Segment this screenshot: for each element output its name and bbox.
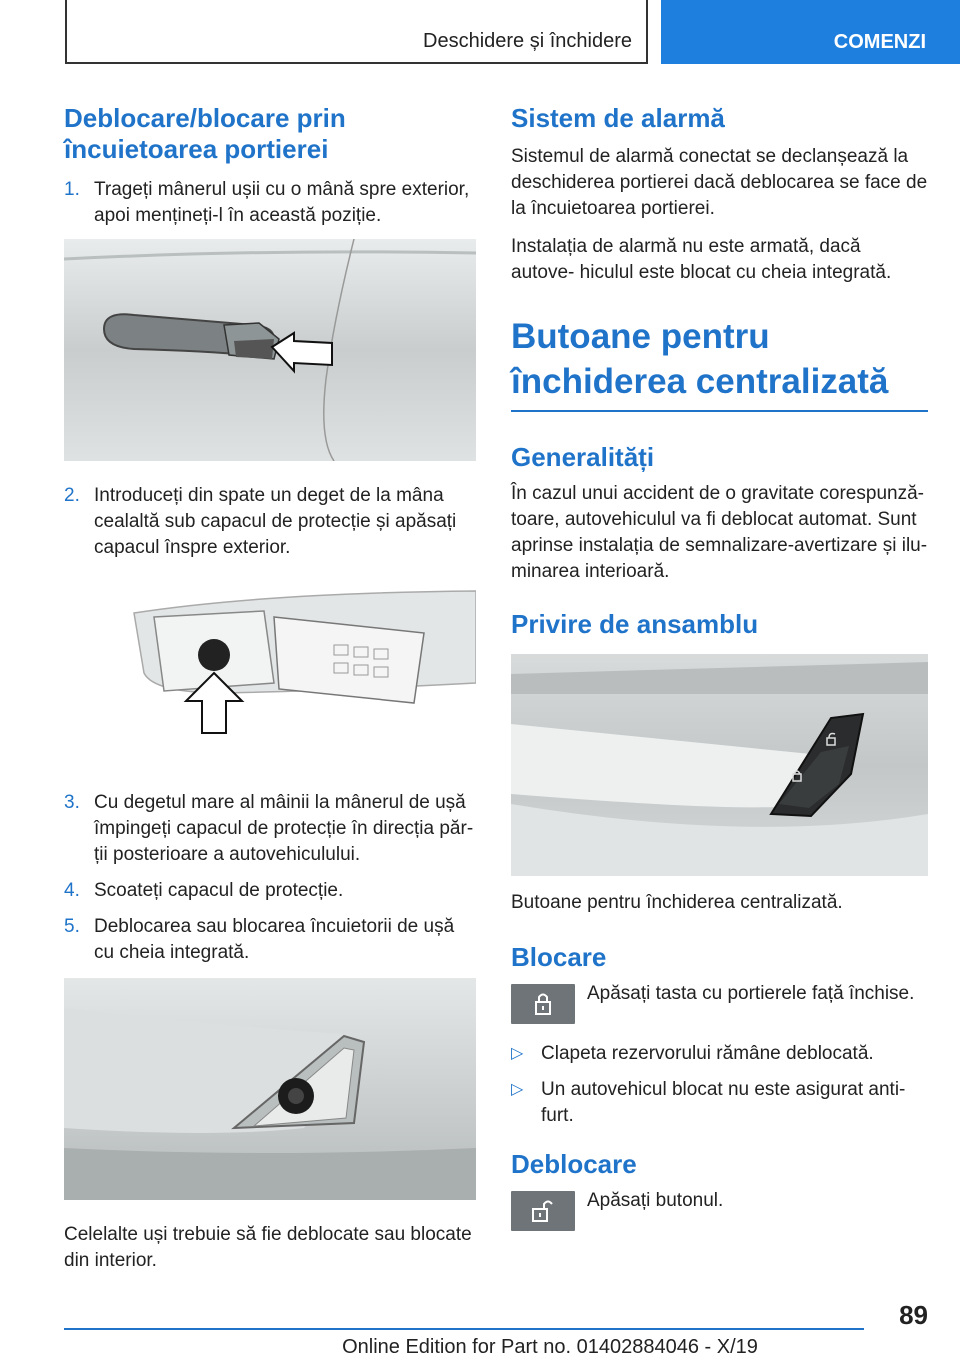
lock-bullet-2 xyxy=(511,1077,928,1129)
door-handle-photo xyxy=(64,239,476,461)
unlock-heading: Deblocare xyxy=(511,1149,637,1179)
step-text: Scoateți capacul de protecție. xyxy=(94,880,344,901)
protective-cap-photo xyxy=(64,573,476,768)
alarm-heading: Sistem de alarmă xyxy=(511,103,725,133)
right-column xyxy=(511,103,928,1248)
header-section-box xyxy=(65,0,648,64)
step-text: Trageți mânerul ușii cu o mână spre exterior, apoi mențineți-l în această poziție. xyxy=(94,179,470,226)
closing-note: Celelalte uși trebuie să fie deblocate sau blocate din interior. xyxy=(64,1224,472,1271)
lock-button-row xyxy=(511,981,928,1021)
bullet-text: Clapeta rezervorului rămâne deblocată. xyxy=(541,1043,874,1064)
step-3 xyxy=(64,790,476,868)
lock-heading: Blocare xyxy=(511,942,607,972)
door-lock-heading: Deblocare/blocare prin încuietoarea portierei xyxy=(64,103,346,164)
step-text: Cu degetul mare al mâinii la mânerul de ușă împingeți capacul de protecție în direcția păr‐ ții posterioare a autovehiculului. xyxy=(94,792,474,865)
step-text: Deblocarea sau blocarea încuietorii de ușă cu cheia integrată. xyxy=(94,916,455,963)
step-text: Introduceți din spate un deget de la mâna cealaltă sub capacul de protecție și apăsați capacul înspre exterior. xyxy=(94,485,457,558)
central-locking-buttons-photo xyxy=(511,654,928,876)
triangle-bullet-icon: ▷ xyxy=(511,1081,524,1098)
page-number: 89 xyxy=(899,1300,928,1330)
general-paragraph: În cazul unui accident de o gravitate corespunză‐ toare, autovehiculul va fi deblocat automat. Sunt aprinse instalația de semnalizare-avertizare și ilu‐ minarea interioară. xyxy=(511,483,928,582)
lock-instruction: Apăsați tasta cu portierele față închise. xyxy=(587,983,915,1004)
step-number: 5. xyxy=(64,916,80,937)
header-section-title: Deschidere și închidere xyxy=(423,30,632,52)
overview-heading: Privire de ansamblu xyxy=(511,609,759,639)
step-5 xyxy=(64,914,476,966)
heading-rule xyxy=(511,410,928,412)
step-1 xyxy=(64,177,476,229)
alarm-paragraph-1: Sistemul de alarmă conectat se declanșează la deschiderea portierei dacă deblocarea se face de la încuietoarea portierei. xyxy=(511,146,928,219)
lock-button-icon xyxy=(511,984,575,1024)
footer-rule xyxy=(64,1328,864,1330)
lock-cylinder-photo xyxy=(64,978,476,1200)
triangle-bullet-icon: ▷ xyxy=(511,1045,524,1062)
step-number: 2. xyxy=(64,485,80,506)
lock-bullet-1 xyxy=(511,1041,928,1067)
unlock-instruction: Apăsați butonul. xyxy=(587,1190,724,1211)
alarm-paragraph-2: Instalația de alarmă nu este armată, dacă autove‐ hiculul este blocat cu cheia integrată. xyxy=(511,236,892,283)
left-column xyxy=(64,103,476,1286)
unlock-button-icon xyxy=(511,1191,575,1231)
step-4 xyxy=(64,878,476,904)
overview-caption: Butoane pentru închiderea centralizată. xyxy=(511,892,843,913)
step-number: 4. xyxy=(64,880,80,901)
unlock-button-row xyxy=(511,1188,928,1228)
header-chapter-label: COMENZI xyxy=(833,31,926,53)
central-locking-heading: Butoane pentru închiderea centralizată xyxy=(511,317,889,401)
general-heading: Generalități xyxy=(511,442,655,472)
step-number: 3. xyxy=(64,792,80,813)
step-2 xyxy=(64,483,476,561)
bullet-text: Un autovehicul blocat nu este asigurat anti‐ furt. xyxy=(541,1079,906,1126)
edition-note: Online Edition for Part no. 01402884046 - X/19 xyxy=(342,1336,758,1358)
header-chapter-tab[interactable] xyxy=(661,0,960,64)
step-number: 1. xyxy=(64,179,80,200)
